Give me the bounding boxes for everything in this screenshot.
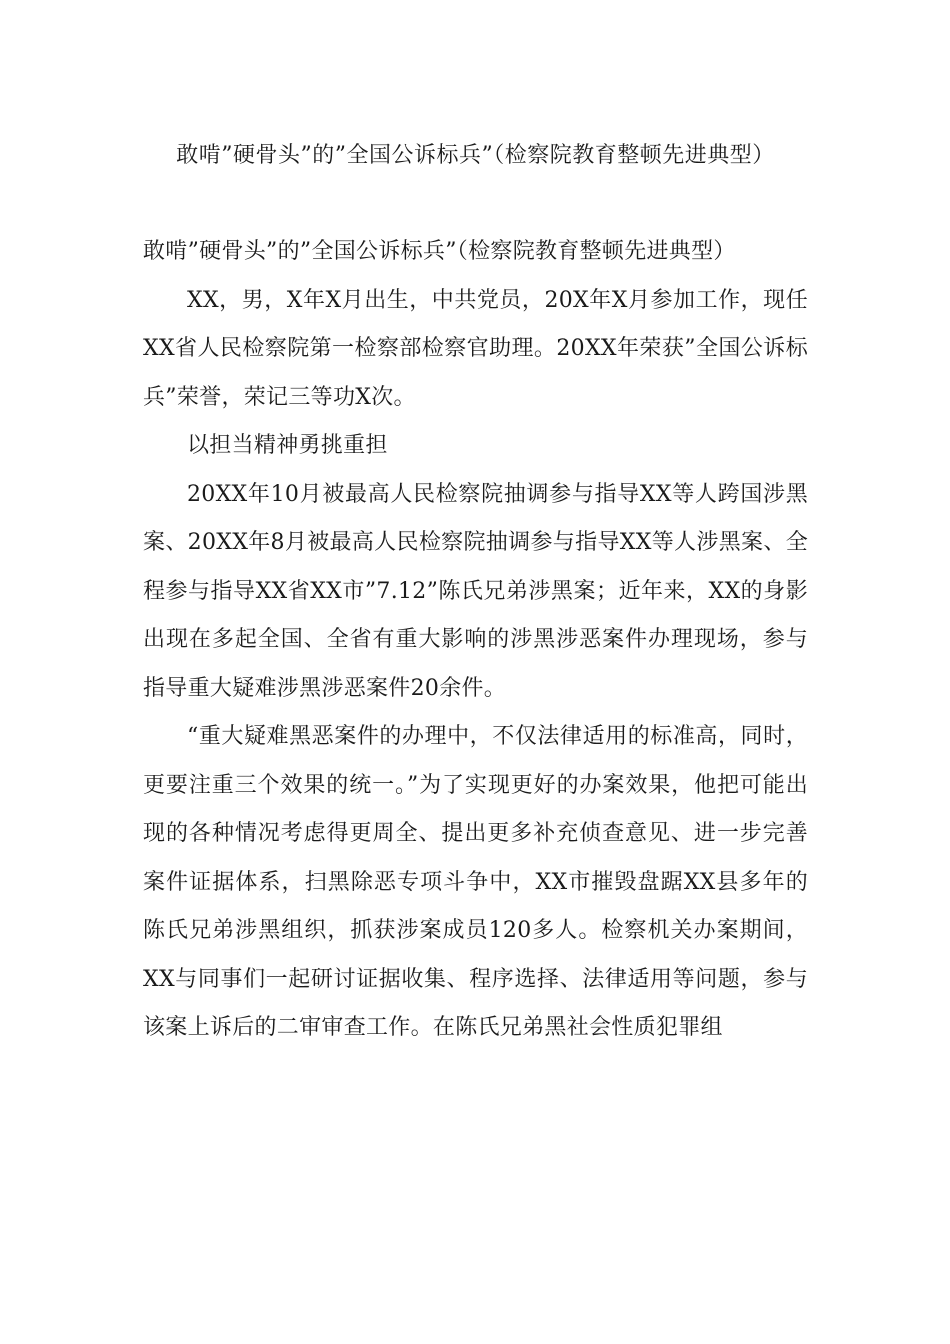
document-title: 敢啃”硬骨头”的”全国公诉标兵”（检察院教育整顿先进典型） — [176, 143, 775, 168]
document-body — [143, 228, 808, 1053]
quote-paragraph: “重大疑难黑恶案件的办理中，不仅法律适用的标准高，同时，更要注重三个效果的统一。”为了实现更好的办案效果，他把可能出现的各种情况考虑得更周全、提出更多补充侦查意见、进一步完善案件证据体系，扫黑除恶专项斗争中，XX市摧毁盘踞XX县多年的陈氏兄弟涉黑组织，抓获涉案成员120多人。检察机关办案期间，XX与同事们一起研讨证据收集、程序选择、法律适用等问题，参与该案上诉后的二审审查工作。在陈氏兄弟黑社会性质犯罪组 — [143, 724, 808, 1040]
section-subheading: 以担当精神勇挑重担 — [187, 433, 388, 458]
heading-repeat: 敢啃”硬骨头”的”全国公诉标兵”（检察院教育整顿先进典型） — [143, 239, 736, 264]
case-paragraph: 20XX年10月被最高人民检察院抽调参与指导XX等人跨国涉黑案、20XX年8月被最高人民检察院抽调参与指导XX等人涉黑案、全程参与指导XX省XX市”7.12”陈氏兄弟涉黑案；近年来，XX的身影出现在多起全国、全省有重大影响的涉黑涉恶案件办理现场，参与指导重大疑难涉黑涉恶案件20余件。 — [143, 481, 808, 701]
profile-paragraph: XX，男，X年X月出生，中共党员，20X年X月参加工作，现任XX省人民检察院第一检察部检察官助理。20XX年荣获”全国公诉标兵”荣誉，荣记三等功X次。 — [143, 287, 808, 410]
